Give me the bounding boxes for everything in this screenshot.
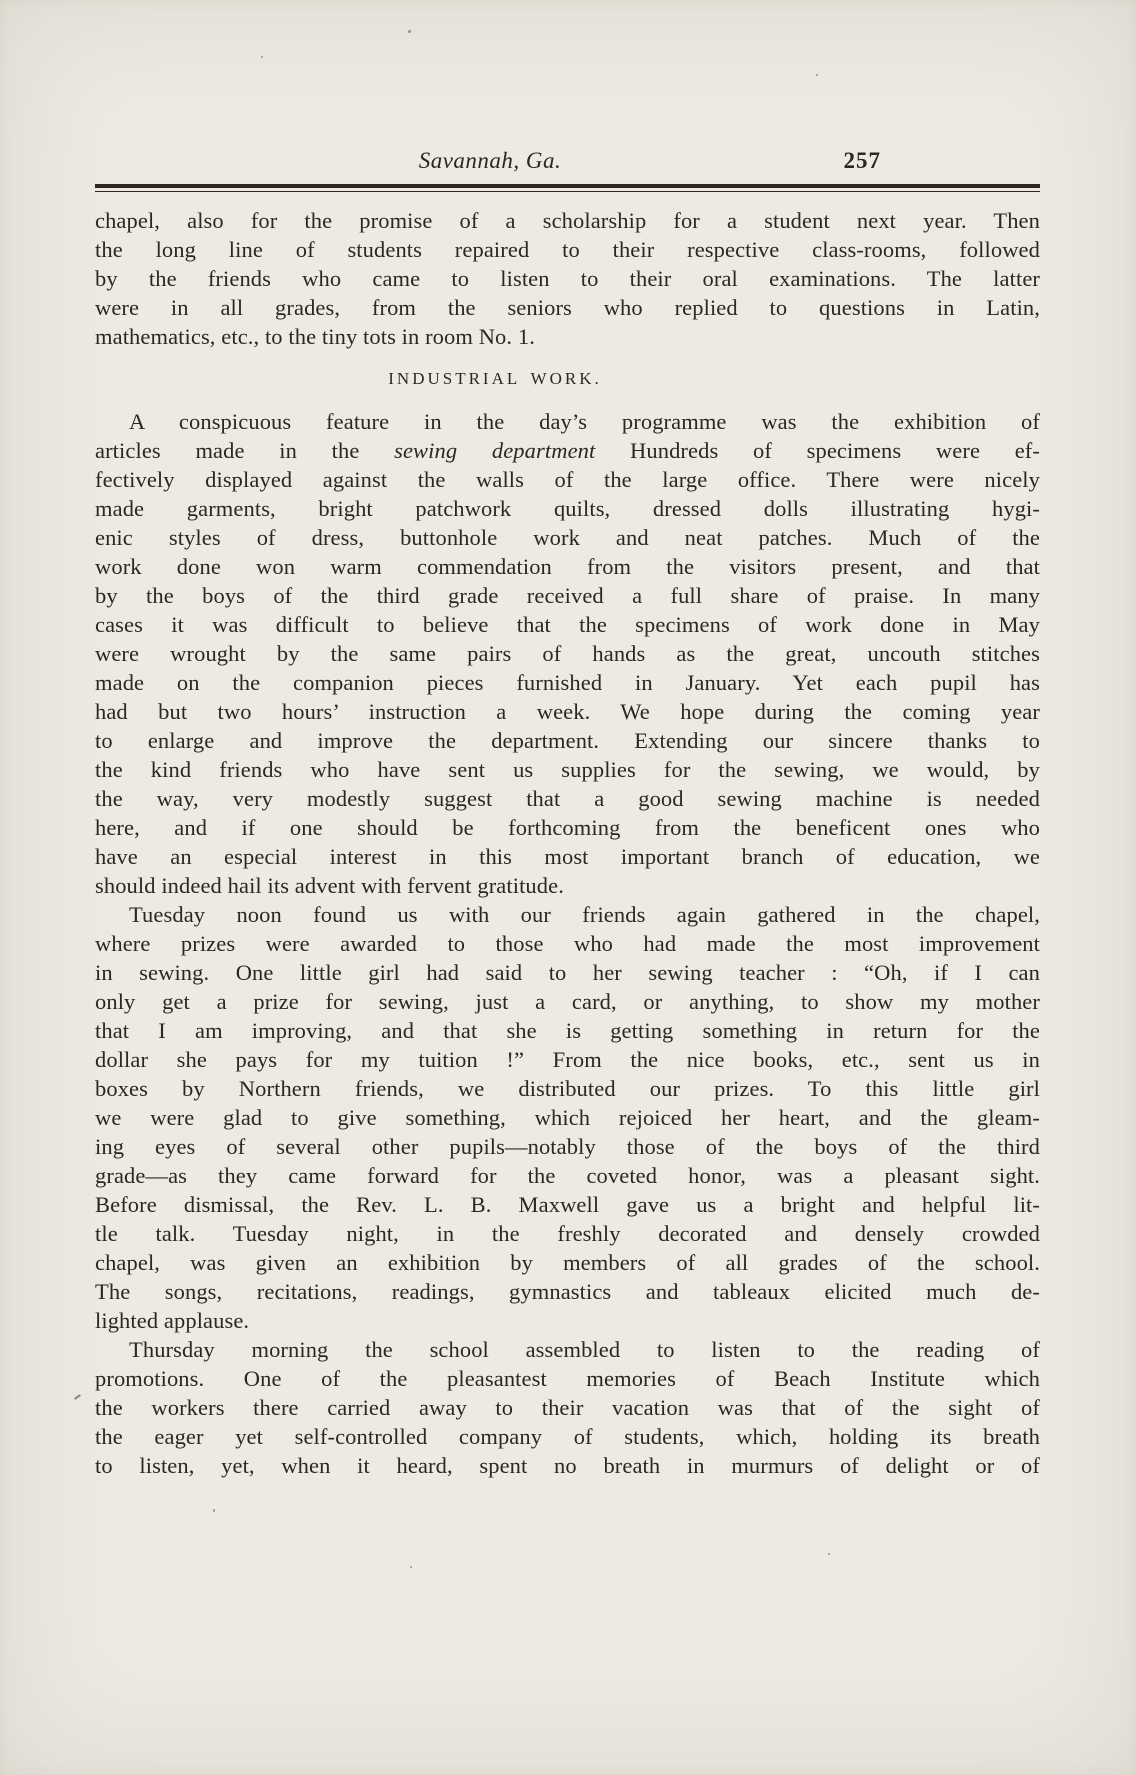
text-line: grade—as they came forward for the coveted honor, was a pleasant sight.: [95, 1163, 1040, 1188]
text-line: in sewing. One little girl had said to her sewing teacher : “Oh, if I can: [95, 960, 1040, 985]
text-line: cases it was difficult to believe that the specimens of work done in May: [95, 612, 1040, 637]
text-line: Before dismissal, the Rev. L. B. Maxwell gave us a bright and helpful lit-: [95, 1192, 1040, 1217]
text-line: dollar she pays for my tuition !” From the nice books, etc., sent us in: [95, 1047, 1040, 1072]
text-line: enic styles of dress, buttonhole work and neat patches. Much of the: [95, 525, 1040, 550]
paragraph: [95, 900, 1040, 1335]
scan-speck: [213, 1509, 215, 1512]
text-line: ing eyes of several other pupils—notably those of the boys of the third: [95, 1134, 1040, 1159]
text-segment: articles made in the: [95, 438, 395, 463]
text-line: should indeed hail its advent with fervent gratitude.: [95, 873, 564, 898]
text-line: were in all grades, from the seniors who replied to questions in Latin,: [95, 295, 1040, 320]
scan-mark: [74, 1394, 81, 1400]
italic-phrase: sewing department: [394, 438, 596, 463]
text-line: had but two hours’ instruction a week. We hope during the coming year: [95, 699, 1040, 724]
rule-thin: [95, 191, 1040, 192]
scan-speck: [408, 30, 411, 33]
page-header: [95, 148, 1040, 182]
text-line: tle talk. Tuesday night, in the freshly decorated and densely crowded: [95, 1221, 1040, 1246]
text-line: the way, very modestly suggest that a good sewing machine is needed: [95, 786, 1040, 811]
text-line: the long line of students repaired to their respective class-rooms, followed: [95, 237, 1040, 262]
rule-thick: [95, 184, 1040, 188]
text-line: here, and if one should be forthcoming from the beneficent ones who: [95, 815, 1040, 840]
text-line: where prizes were awarded to those who had made the most improvement: [95, 931, 1040, 956]
header-rule: [95, 184, 1040, 192]
text-line: the eager yet self-controlled company of students, which, holding its breath: [95, 1424, 1040, 1449]
text-line: chapel, also for the promise of a scholarship for a student next year. Then: [95, 208, 1040, 233]
text-line: to enlarge and improve the department. Extending our sincere thanks to: [95, 728, 1040, 753]
section-heading: INDUSTRIAL WORK.: [388, 369, 602, 388]
text-line: [95, 436, 1040, 465]
text-line: were wrought by the same pairs of hands as the great, uncouth stitches: [95, 641, 1040, 666]
text-line: Tuesday noon found us with our friends again gathered in the chapel,: [129, 902, 1040, 927]
text-line: boxes by Northern friends, we distributed our prizes. To this little girl: [95, 1076, 1040, 1101]
text-line: mathematics, etc., to the tiny tots in room No. 1.: [95, 324, 535, 349]
text-line: only get a prize for sewing, just a card, or anything, to show my mother: [95, 989, 1040, 1014]
text-line: the kind friends who have sent us supplies for the sewing, we would, by: [95, 757, 1040, 782]
text-line: have an especial interest in this most important branch of education, we: [95, 844, 1040, 869]
text-line: The songs, recitations, readings, gymnastics and tableaux elicited much de-: [95, 1279, 1040, 1304]
text-line: to listen, yet, when it heard, spent no breath in murmurs of delight or of: [95, 1453, 1040, 1478]
page-number: 257: [843, 148, 881, 173]
text-line: chapel, was given an exhibition by members of all grades of the school.: [95, 1250, 1040, 1275]
text-line: by the boys of the third grade received a full share of praise. In many: [95, 583, 1040, 608]
text-line: the workers there carried away to their vacation was that of the sight of: [95, 1395, 1040, 1420]
text-line: lighted applause.: [95, 1308, 250, 1333]
running-title: Savannah, Ga.: [418, 148, 562, 173]
text-line: by the friends who came to listen to their oral examinations. The latter: [95, 266, 1040, 291]
text-line: Thursday morning the school assembled to listen to the reading of: [129, 1337, 1040, 1362]
text-line: promotions. One of the pleasantest memories of Beach Institute which: [95, 1366, 1040, 1391]
scan-speck: [828, 1553, 830, 1555]
paragraph: [95, 1335, 1040, 1480]
body-content: [95, 206, 1040, 1480]
text-line: made garments, bright patchwork quilts, dressed dolls illustrating hygi-: [95, 496, 1040, 521]
paragraph: [95, 407, 1040, 900]
scan-speck: [816, 74, 818, 76]
scan-speck: [410, 1566, 412, 1568]
text-line: A conspicuous feature in the day’s programme was the exhibition of: [129, 409, 1040, 434]
text-line: work done won warm commendation from the visitors present, and that: [95, 554, 1040, 579]
text-line: that I am improving, and that she is getting something in return for the: [95, 1018, 1040, 1043]
paragraph: [95, 206, 1040, 351]
text-line: we were glad to give something, which rejoiced her heart, and the gleam-: [95, 1105, 1040, 1130]
text-line: fectively displayed against the walls of the large office. There were nicely: [95, 467, 1040, 492]
text-line: made on the companion pieces furnished in January. Yet each pupil has: [95, 670, 1040, 695]
scan-speck: [261, 56, 263, 58]
text-segment: Hundreds of specimens were ef-: [595, 438, 1040, 463]
